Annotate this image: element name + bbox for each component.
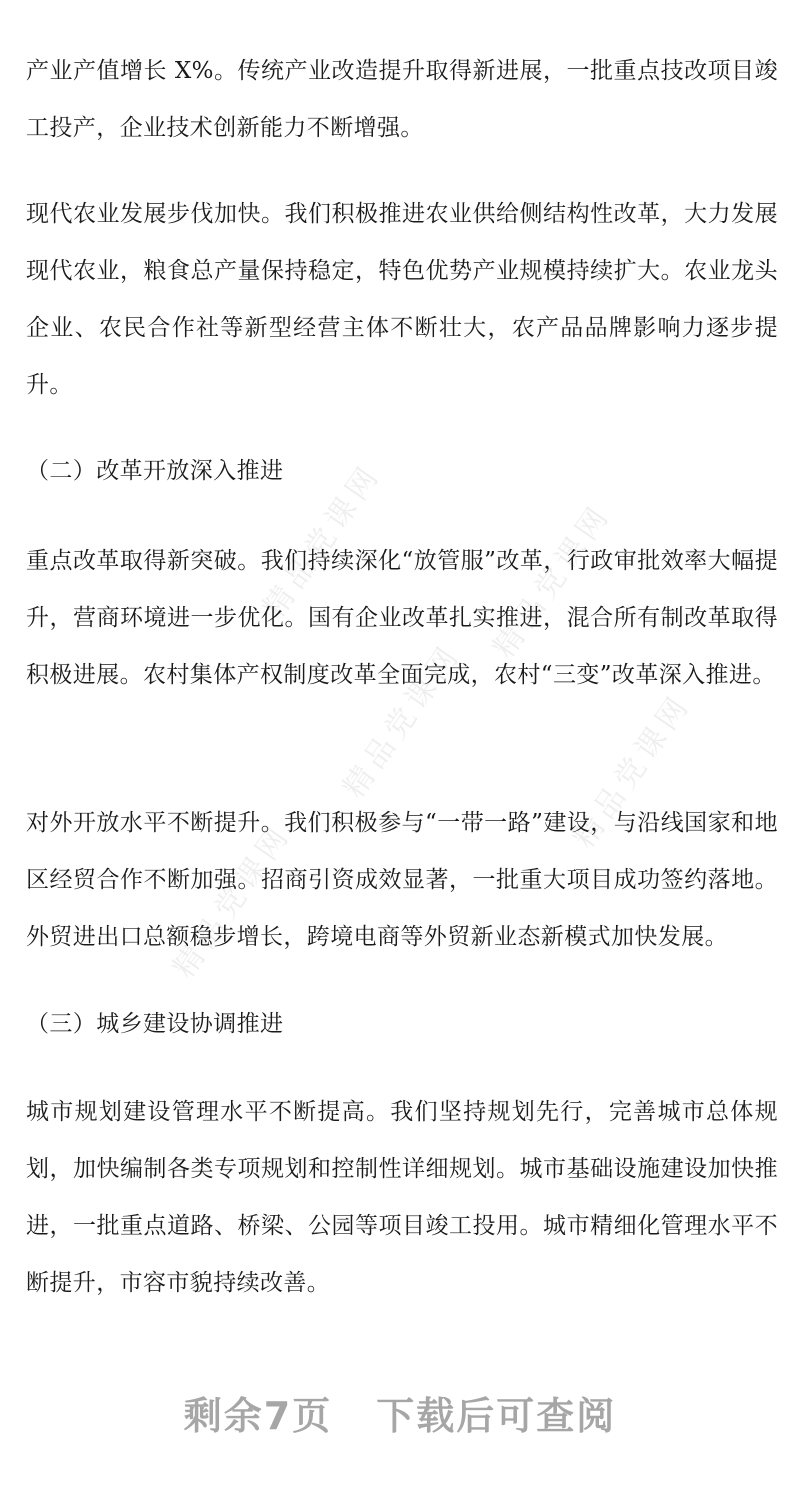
paragraph: 对外开放水平不断提升。我们积极参与“一带一路”建设，与沿线国家和地区经贸合作不断加强。招商引资成效显著，一批重大项目成功签约落地。外贸进出口总额稳步增长，跨境电商等外贸新业态新模式加快发展。 [26,810,778,950]
watermark: 精品党课网 [486,497,619,665]
watermark: 精品党课网 [336,637,469,805]
watermark: 精品党课网 [566,687,699,855]
paragraph: 城市规划建设管理水平不断提高。我们坚持规划先行，完善城市总体规划，加快编制各类专项规划和控制性详细规划。城市基础设施建设加快推进，一批重点道路、桥梁、公园等项目竣工投用。城市精细化管理水平不断提升，市容市貌持续改善。 [26,1099,778,1296]
paragraph: 重点改革取得新突破。我们持续深化“放管服”改革，行政审批效率大幅提升，营商环境进一步优化。国有企业改革扎实推进，混合所有制改革取得积极进展。农村集体产权制度改革全面完成，农村“三变”改革深入推进。 [26,548,778,688]
section-heading: （二）改革开放深入推进 [26,458,284,484]
section-heading: （三）城乡建设协调推进 [26,1011,284,1037]
watermark: 精品党课网 [256,457,389,625]
paragraph: 现代农业发展步伐加快。我们积极推进农业供给侧结构性改革，大力发展现代农业，粮食总产量保持稳定，特色优势产业规模持续扩大。农业龙头企业、农民合作社等新型经营主体不断壮大，农产品品牌影响力逐步提升。 [26,201,778,398]
watermark: 精品党课网 [166,817,299,985]
remaining-pages-banner[interactable] [0,1385,800,1440]
remaining-pages-text: 剩余7页 [183,1394,333,1438]
paragraph: 产业产值增长 X%。传统产业改造提升取得新进展，一批重点技改项目竣工投产，企业技术创新能力不断增强。 [26,58,778,141]
download-to-view-text: 下载后可查阅 [376,1394,617,1438]
